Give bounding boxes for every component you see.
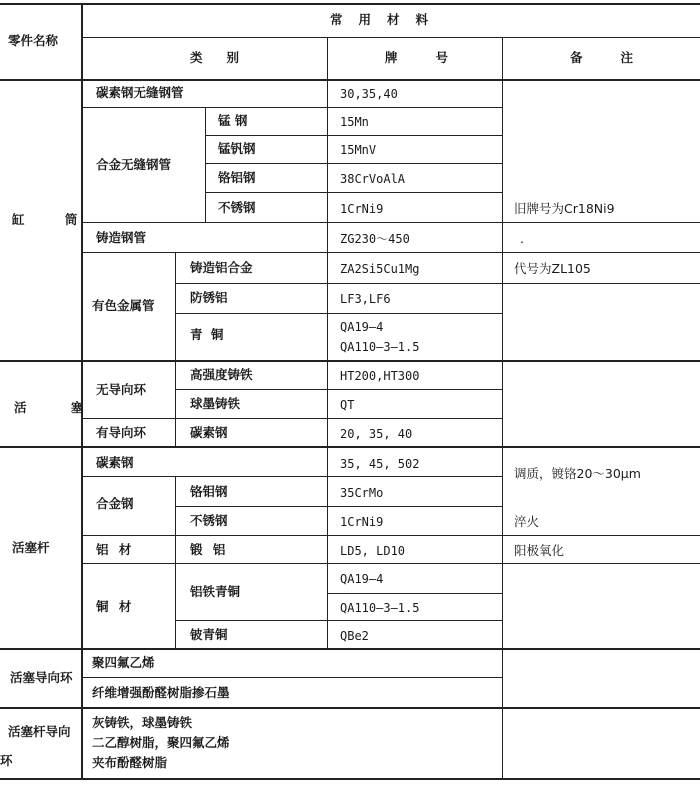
category-label: 合金钢 (96, 496, 134, 511)
grade-value: QBe2 (340, 629, 369, 643)
subcategory-label: 铬钼钢 (190, 484, 228, 499)
rule (327, 593, 502, 594)
rule (82, 418, 502, 419)
subcategory-label: 防锈铝 (190, 290, 228, 305)
grade-value: 15MnV (340, 143, 377, 157)
grade-value: 30,35,40 (340, 87, 398, 101)
grade-value: ZA2Si5Cu1Mg (340, 262, 420, 276)
category-label: 铸造钢管 (96, 230, 147, 245)
part-cylinder: 缸 筒 (12, 212, 96, 227)
header-common-materials: 常用材料 (330, 12, 445, 27)
part-piston: 活 塞 (14, 400, 104, 415)
category-label: 铝 材 (96, 542, 135, 557)
subcategory-label: 不锈钢 (218, 200, 256, 215)
grade-value: QA110—3—1.5 (340, 340, 420, 354)
grade-value: LF3,LF6 (340, 292, 391, 306)
grade-value: 35, 45, 502 (340, 457, 420, 471)
material-line: 纤维增强酚醛树脂掺石墨 (92, 685, 230, 700)
rule-section (0, 360, 700, 362)
material-line: 夹布酚醛树脂 (92, 755, 168, 770)
grade-value: 20, 35, 40 (340, 427, 413, 441)
rule (175, 283, 700, 284)
grade-value: 1CrNi9 (340, 515, 384, 529)
material-line: 聚四氟乙烯 (92, 655, 155, 670)
rule (175, 506, 502, 507)
rule (82, 107, 502, 108)
rule-top (0, 3, 700, 5)
subcategory-label: 不锈钢 (190, 513, 228, 528)
rule-header-bottom (0, 79, 700, 81)
category-label: 合金无缝钢管 (96, 157, 172, 172)
grade-value: LD5, LD10 (340, 544, 406, 558)
rule-col-part (81, 3, 83, 780)
grade-value: 15Mn (340, 115, 369, 129)
subcategory-label: 铸造铝合金 (190, 260, 253, 275)
remark-value: 旧牌号为Cr18Ni9 (514, 201, 615, 216)
category-label: 有色金属管 (92, 298, 155, 313)
remark-value: 调质，镀铬20～30μm (514, 466, 641, 481)
rule-bottom (0, 778, 700, 780)
grade-value: QA19—4 (340, 320, 384, 334)
rule-sub (175, 476, 176, 648)
rule-section (0, 446, 700, 448)
subcategory-label: 锰 钢 (218, 113, 248, 128)
rule-section (0, 707, 700, 709)
part-rod-guide-ring: 活塞杆导向 (8, 724, 71, 739)
grade-value: QA19—4 (340, 572, 384, 586)
subcategory-label: 球墨铸铁 (190, 396, 241, 411)
subcategory-label: 锻 铝 (190, 542, 229, 557)
rule-section (0, 648, 700, 650)
category-label: 无导向环 (96, 382, 147, 397)
remark-value: 代号为ZL105 (514, 261, 591, 276)
rule (205, 163, 502, 164)
grade-value: QT (340, 398, 355, 412)
rule-sub (175, 252, 176, 446)
grade-value: HT200,HT300 (340, 369, 420, 383)
grade-value: 38CrVoAlA (340, 172, 406, 186)
rule-col-category (327, 37, 328, 648)
rule (82, 476, 502, 477)
header-category: 类别 (190, 50, 264, 65)
category-label: 铜 材 (96, 599, 135, 614)
category-label: 碳素钢 (96, 455, 134, 470)
rule (82, 677, 502, 678)
part-piston-rod: 活塞杆 (12, 540, 50, 555)
rule-col-grade (502, 37, 503, 778)
rule (205, 135, 502, 136)
subcategory-label: 青 铜 (190, 327, 226, 342)
category-label: 碳素钢无缝钢管 (96, 85, 184, 100)
remark-value: 阳极氧化 (514, 543, 565, 558)
rule-header-mid (82, 37, 700, 38)
material-line: 灰铸铁，球墨铸铁 (92, 715, 193, 730)
remark-value: . (520, 231, 524, 246)
rule (175, 313, 502, 314)
subcategory-label: 碳素钢 (190, 425, 228, 440)
rule (205, 192, 502, 193)
material-line: 二乙醇树脂，聚四氟乙烯 (92, 735, 230, 750)
header-remarks: 备注 (570, 50, 672, 65)
grade-value: ZG230～450 (340, 232, 410, 246)
grade-value: 1CrNi9 (340, 202, 384, 216)
part-rod-guide-ring-cont: 环 (0, 753, 13, 768)
subcategory-label: 铍青铜 (190, 627, 228, 642)
subcategory-label: 铝铁青铜 (190, 584, 241, 599)
subcategory-label: 锰钒钢 (218, 141, 256, 156)
part-piston-guide-ring: 活塞导向环 (10, 670, 73, 685)
rule (175, 389, 502, 390)
rule (82, 222, 700, 223)
header-grade: 牌号 (385, 50, 487, 65)
rule (175, 620, 502, 621)
subcategory-label: 铬铝钢 (218, 170, 256, 185)
grade-value: QA110—3—1.5 (340, 601, 420, 615)
category-label: 有导向环 (96, 425, 147, 440)
header-part-name: 零件名称 (8, 33, 59, 48)
subcategory-label: 高强度铸铁 (190, 367, 253, 382)
grade-value: 35CrMo (340, 486, 384, 500)
remark-value: 淬火 (514, 514, 540, 529)
rule-sub (205, 107, 206, 222)
